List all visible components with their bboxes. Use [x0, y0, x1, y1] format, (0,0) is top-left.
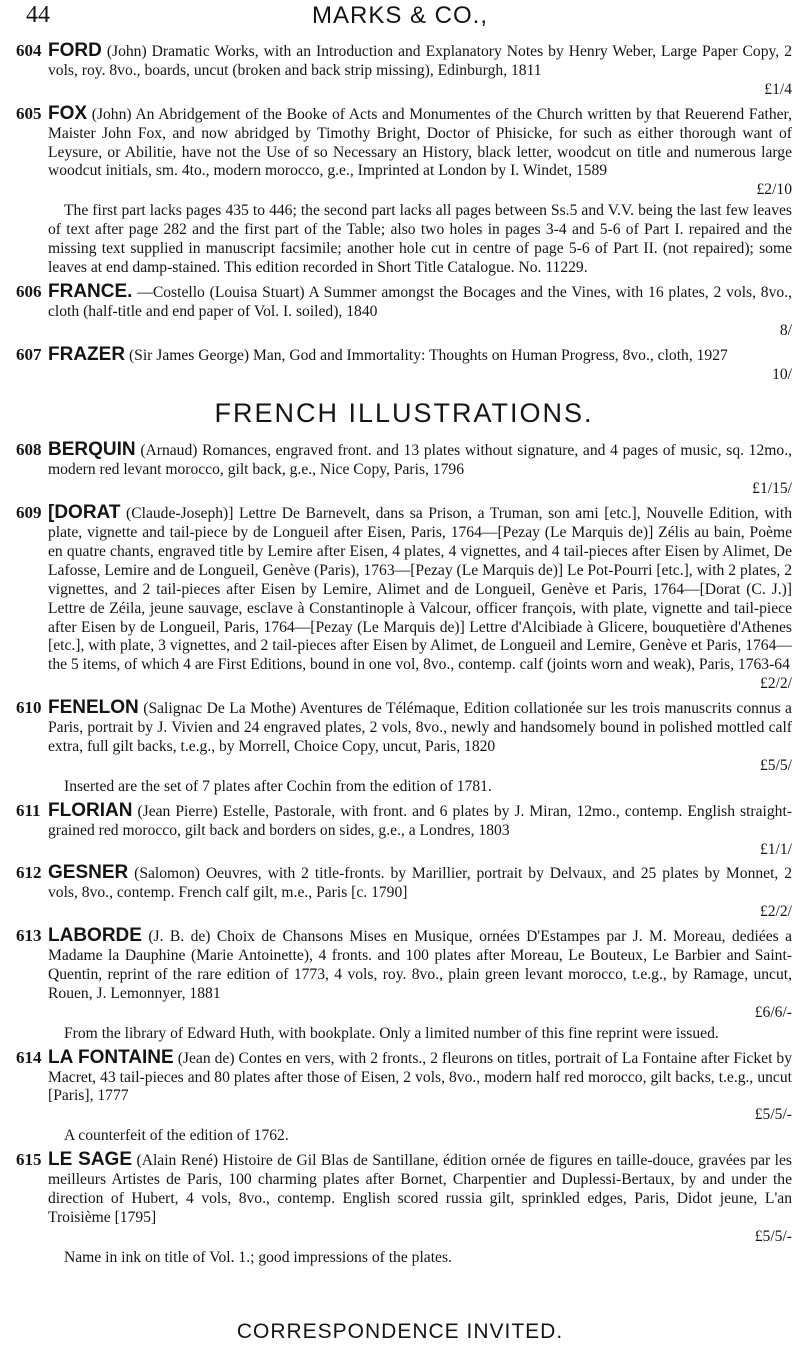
entry-description: (John) An Abridgement of the Booke of Acts and Monumentes of the Church written by that Reuerend Father, Maister John Fox, and now abridged by Timothy Bright, Doctor of Phisicke, for such as either thorough want of Leysure, or Abilitie, have not the Use of so Necessary an History, black letter, woodcut on title and numerous large woodcut initials, sm. 4to., modern morocco, g.e., Imprinted at London by I. Windet, 1589	[48, 105, 793, 180]
entry-number: 614	[16, 1047, 42, 1067]
catalogue-entry	[16, 343, 792, 385]
entry-description: (Sir James George) Man, God and Immortality: Thoughts on Human Progress, 8vo., cloth, 1927	[128, 346, 728, 364]
entry-price: £1/1/	[759, 840, 792, 858]
entry-number: 605	[16, 103, 42, 123]
entries-group-general	[16, 42, 792, 384]
page-footer: CORRESPONDENCE INVITED.	[236, 1320, 564, 1343]
entry-description: (Salomon) Oeuvres, with 2 title-fronts. by Marillier, portrait by Delvaux, and 25 plates by Monnet, 2 vols, 8vo., contemp. French calf gilt, m.e., Paris [c. 1790]	[48, 865, 793, 902]
entry-price: £5/5/-	[754, 1106, 792, 1124]
catalogue-entry	[16, 699, 792, 797]
entry-number: 604	[16, 41, 42, 60]
entry-price: £2/10	[756, 181, 792, 199]
entry-price: £5/5/-	[754, 1227, 792, 1245]
entry-price: 8/	[779, 321, 792, 339]
entry-number: 607	[16, 344, 42, 364]
entry-number: 608	[16, 440, 42, 460]
catalogue-entry	[16, 504, 792, 694]
entry-price: £6/6/-	[754, 1003, 792, 1021]
catalogue-entry	[16, 102, 793, 278]
entry-description: (Alain René) Histoire de Gil Blas de Santillane, édition ornée de figures en taille-douce, gravées par les meilleurs Artistes de Paris, 100 charming plates after Bornet, Charpentier and Duplessi-Bertaux, by and under the direction of Hubert, 4 vols, 8vo., contemp. English scored russia gilt, sprinkled edges, Paris, Didot jeune, L'an Troisième [1795]	[48, 1152, 792, 1226]
entry-author: FOX	[48, 102, 88, 124]
section-heading: FRENCH ILLUSTRATIONS.	[214, 398, 594, 429]
entry-number: 606	[16, 281, 42, 301]
entry-author: FENELON	[48, 697, 139, 719]
entry-description: (Claude-Joseph)] Lettre De Barnevelt, dans sa Prison, a Truman, son ami [etc.], Nouvelle Edition, with plate, vignette and tail-piece by de Longueil after Eisen, Paris, 1764—[Pezay (Le Marquis de)] Zélis au bain, Poème en quatre chants, engraved title by Lemire after Eisen, 4 plates, 4 vignettes, and 4 tail-pieces after Eisen by Alimet, De Lafosse, Lemire and de Longueil, Genève (Paris), 1763—[Pezay (Le Marquis de)] Le Pot-Pourri [etc.], with 2 plates, 2 vignettes, and 2 tail-pieces after Eisen by Lemire, Alimet and de Longueil, Genève et Paris, 1764—[Dorat (C. J.)] Lettre de Zéila, jeune sauvage, esclave à Constantinople à Valcour, officer françois, with plate, vignette and tail-piece after Eisen by de Longueil, Paris, 1764—[Pezay (Le Marquis de)] Lettre d'Alcibiade à Glicere, bouquetière d'Athenes [etc.], with plate, 3 vignettes, and 2 tail-pieces after Eisen by Alimet, de Longueil and Lemire, Genève et Paris, 1764—the 5 items, of which 4 are First Editions, bound in one vol, 8vo., contemp. calf (joints worn and weak), Paris, 1763-64	[48, 505, 792, 674]
entry-note: Name in ink on title of Vol. 1.; good impressions of the plates.	[64, 1248, 452, 1266]
entry-author: FRAZER	[48, 343, 126, 365]
catalogue-entry	[16, 864, 792, 922]
entry-note: Inserted are the set of 7 plates after Cochin from the edition of 1781.	[64, 777, 492, 795]
catalogue-entry	[16, 280, 792, 341]
entry-description: (John) Dramatic Works, with an Introduction and Explanatory Notes by Henry Weber, Large Paper Copy, 2 vols, roy. 8vo., boards, uncut (broken and back strip missing), Edinburgh, 1811	[48, 43, 792, 79]
entry-author: LABORDE	[48, 925, 142, 947]
page-number: 44	[26, 2, 50, 28]
catalogue-entry	[16, 1046, 792, 1147]
entry-price: 10/	[772, 365, 792, 383]
entry-author: FRANCE.	[48, 280, 133, 302]
entry-note: A counterfeit of the edition of 1762.	[64, 1127, 289, 1145]
entry-description: (Jean Pierre) Estelle, Pastorale, with front. and 6 plates by J. Miran, 12mo., contemp. English straight-grained red morocco, gilt back and borders on sides, g.e., a Londres, 1803	[48, 802, 792, 839]
entry-author: LE SAGE	[48, 1149, 132, 1171]
entry-author: LA FONTAINE	[48, 1046, 174, 1068]
catalogue-listing	[16, 42, 792, 1273]
entry-author: [DORAT	[48, 502, 121, 524]
catalogue-entry	[16, 1151, 792, 1267]
catalogue-entry	[16, 441, 792, 499]
entry-author: BERQUIN	[48, 439, 136, 461]
page-header	[0, 0, 800, 32]
entry-description: (Salignac De La Mothe) Aventures de Télémaque, Edition collationée sur les trois manuscrits connus a Paris, portrait by J. Vivien and 24 engraved plates, 2 vols, 8vo., newly and handsomely bound in polished mottled calf extra, full gilt backs, t.e.g., by Morrell, Choice Copy, uncut, Paris, 1820	[48, 700, 792, 755]
entry-note: The first part lacks pages 435 to 446; the second part lacks all pages between Ss.5 and V.V. being the last few leaves of text after page 282 and the first part of the Table; also two holes in pages 3-4 and 5-6 of Part I. repaired and the missing text supplied in manuscript facsimile; another hole cut in centre of page 5-6 of Part II. (not repaired); some leaves at end damp-stained. This edition recorded in Short Title Catalogue. No. 11229.	[48, 202, 792, 276]
entry-number: 613	[16, 926, 42, 946]
entry-number: 612	[16, 863, 42, 883]
entry-price: £1/4	[764, 80, 792, 98]
catalogue-entry	[16, 42, 792, 100]
entry-price: £2/2/	[759, 675, 792, 693]
entry-description: —Costello (Louisa Stuart) A Summer amongst the Bocages and the Vines, with 16 plates, 2 vols, 8vo., cloth (half-title and end paper of Vol. I. soiled), 1840	[48, 283, 792, 320]
entry-description: (Jean de) Contes en vers, with 2 fronts., 2 fleurons on titles, portrait of La Fontaine after Ficket by Macret, 43 tail-pieces and 80 plates after those of Eisen, 2 vols, 8vo., modern half red morocco, gilt backs, t.e.g., uncut [Paris], 1777	[48, 1049, 792, 1105]
entry-description: (J. B. de) Choix de Chansons Mises en Musique, ornées D'Estampes par J. M. Moreau, dediées a Madame la Dauphine (Marie Antoinette), 4 fronts. and 100 plates after Moreau, Le Bouteux, Le Barbier and Saint-Quentin, reprint of the rare edition of 1773, 4 vols, roy. 8vo., plain green levant morocco, t.e.g., by Ramage, uncut, Rouen, J. Lemonnyer, 1881	[48, 928, 792, 1002]
entry-price: £5/5/	[759, 756, 792, 774]
entry-price: £2/2/	[759, 903, 792, 921]
entries-group-french-illustrations	[16, 441, 792, 1267]
entry-number: 609	[16, 503, 42, 523]
entry-author: GESNER	[48, 862, 129, 884]
entry-note: From the library of Edward Huth, with bookplate. Only a limited number of this fine reprint were issued.	[64, 1024, 719, 1042]
entry-price: £1/15/	[752, 480, 792, 498]
entry-number: 611	[16, 800, 41, 820]
catalogue-entry	[16, 799, 792, 860]
entry-description: (Arnaud) Romances, engraved front. and 13 plates without signature, and 4 pages of music, sq. 12mo., modern red levant morocco, gilt back, g.e., Nice Copy, Paris, 1796	[48, 442, 793, 479]
catalogue-entry	[16, 927, 792, 1043]
entry-author: FORD	[48, 40, 102, 61]
entry-number: 615	[16, 1150, 42, 1170]
entry-author: FLORIAN	[48, 799, 133, 821]
entry-number: 610	[16, 698, 42, 718]
running-title: MARKS & CO.,	[311, 2, 489, 29]
